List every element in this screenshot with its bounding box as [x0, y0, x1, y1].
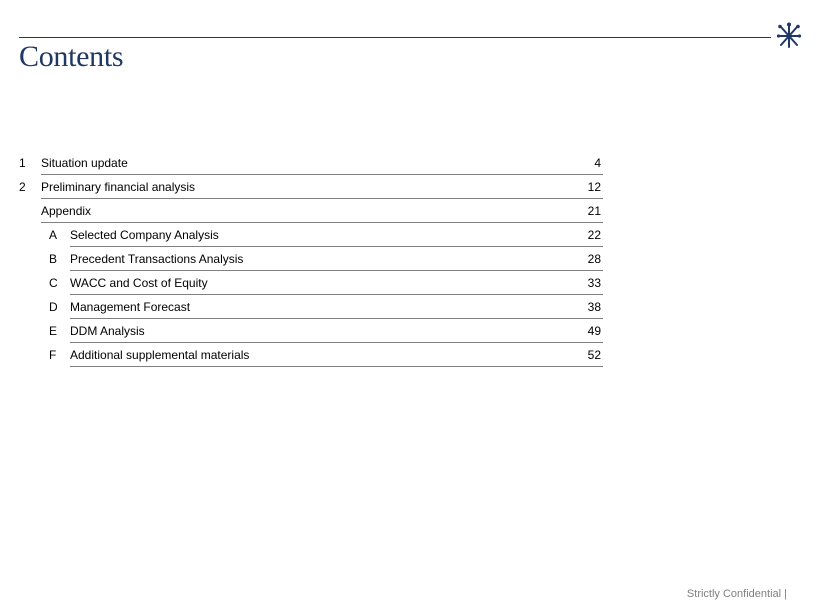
toc-entry-preliminary-financial-analysis[interactable]: [19, 175, 603, 199]
toc-entry-management-forecast[interactable]: [19, 295, 603, 319]
toc-appendix-letter: A: [49, 228, 58, 242]
toc-page-number: 52: [587, 348, 601, 362]
toc-entry-label: WACC and Cost of Equity: [70, 276, 208, 290]
toc-appendix-letter: C: [49, 276, 58, 290]
asterisk-logo-icon: [776, 22, 802, 50]
toc-page-number: 4: [594, 156, 601, 170]
table-of-contents: [19, 151, 603, 367]
toc-page-number: 28: [587, 252, 601, 266]
toc-appendix-letter: E: [49, 324, 58, 338]
toc-entry-label: Appendix: [41, 204, 92, 218]
toc-appendix-letter: B: [49, 252, 58, 266]
toc-entry-appendix[interactable]: [19, 199, 603, 223]
toc-entry-selected-company-analysis[interactable]: [19, 223, 603, 247]
toc-page-number: 38: [587, 300, 601, 314]
toc-entry-situation-update[interactable]: [19, 151, 603, 175]
toc-page-number: 49: [587, 324, 601, 338]
toc-entry-precedent-transactions-analysis[interactable]: [19, 247, 603, 271]
confidentiality-footer: Strictly Confidential |: [686, 588, 787, 600]
toc-section-number: 1: [19, 156, 26, 170]
toc-page-number: 33: [587, 276, 601, 290]
toc-entry-ddm-analysis[interactable]: [19, 319, 603, 343]
toc-page-number: 22: [587, 228, 601, 242]
toc-page-number: 12: [587, 180, 601, 194]
toc-entry-additional-supplemental-materials[interactable]: [19, 343, 603, 367]
toc-entry-label: Situation update: [41, 156, 128, 170]
header-rule: [19, 37, 771, 38]
toc-entry-label: Preliminary financial analysis: [41, 180, 196, 194]
toc-section-number: 2: [19, 180, 26, 194]
toc-entry-label: Precedent Transactions Analysis: [70, 252, 244, 266]
page-title: Contents: [19, 40, 124, 73]
toc-divider: [70, 366, 603, 367]
toc-appendix-letter: F: [49, 348, 57, 362]
toc-entry-label: Management Forecast: [70, 300, 191, 314]
toc-page-number: 21: [587, 204, 601, 218]
toc-appendix-letter: D: [49, 300, 58, 314]
toc-entry-label: Additional supplemental materials: [70, 348, 250, 362]
toc-entry-wacc-and-cost-of-equity[interactable]: [19, 271, 603, 295]
toc-entry-label: Selected Company Analysis: [70, 228, 219, 242]
toc-entry-label: DDM Analysis: [70, 324, 145, 338]
